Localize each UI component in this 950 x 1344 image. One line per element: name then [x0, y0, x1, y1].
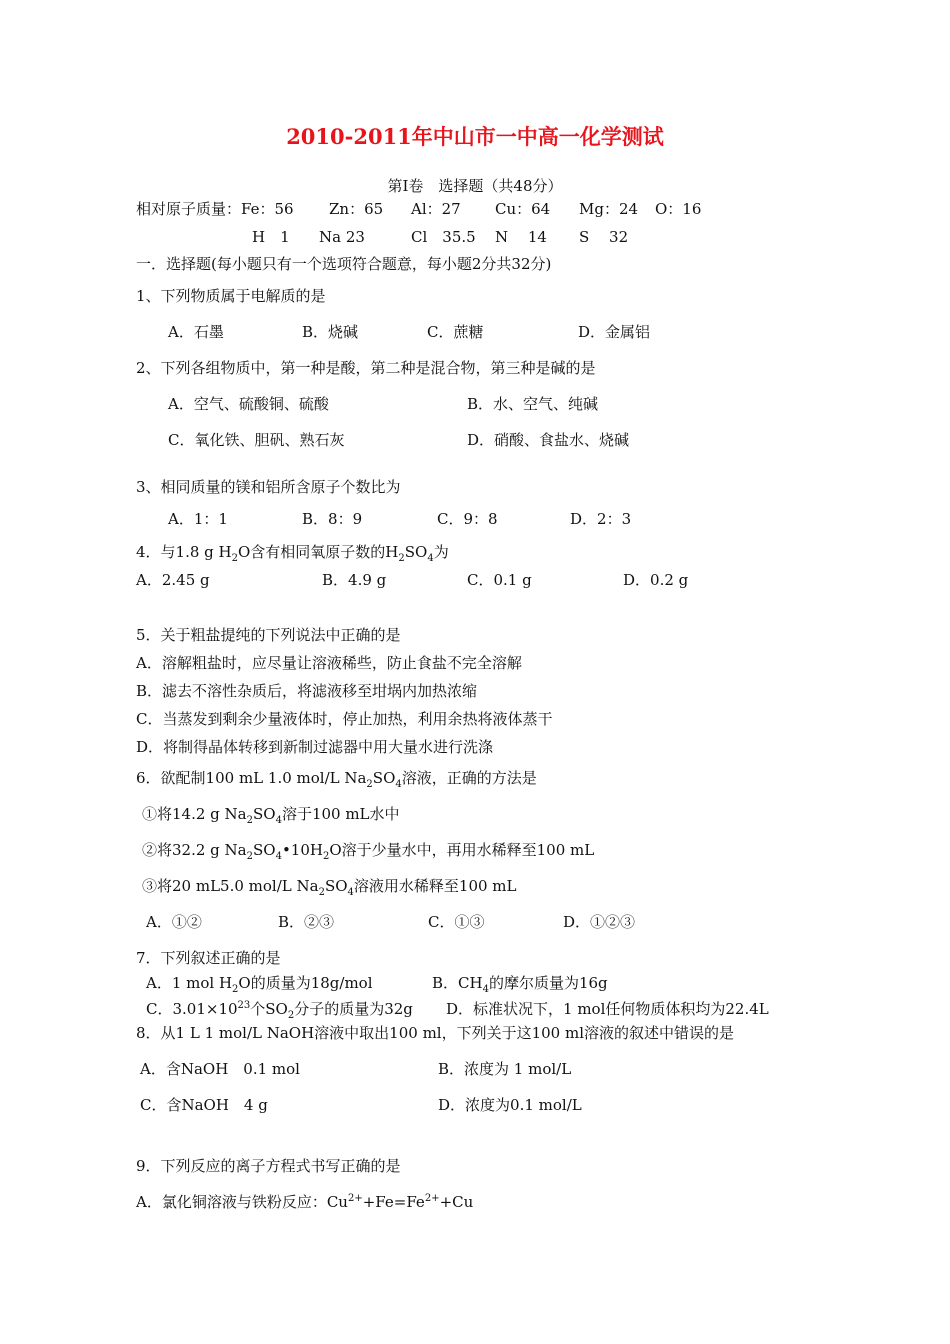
page-title: 2010-2011年中山市一中高一化学测试: [286, 124, 664, 149]
q2-stem: 2、下列各组物质中，第一种是酸，第二种是混合物，第三种是碱的是: [136, 359, 596, 377]
q8-stem: 8．从1 L 1 mol/L NaOH溶液中取出100 ml，下列关于这100 ml溶液的叙述中错误的是: [136, 1024, 735, 1042]
q3-option-d: D．2：3: [570, 510, 632, 528]
part-heading: 一．选择题(每小题只有一个选项符合题意，每小题2分共32分): [136, 255, 552, 273]
q3-option-b: B．8：9: [302, 510, 363, 528]
atomic-mass-cu: Cu：64: [495, 200, 551, 218]
atomic-mass-h: H 1: [252, 228, 290, 246]
atomic-mass-na: Na 23: [319, 228, 365, 246]
q2-option-d: D．硝酸、食盐水、烧碱: [467, 431, 630, 449]
q6-item-2: ②将32.2 g $Na_2SO_4•10H_2O$溶于少量水中，再用水稀释至100 mL: [142, 841, 595, 862]
atomic-mass-n: N 14: [495, 228, 547, 246]
q4-option-c: C．0.1 g: [467, 571, 532, 589]
atomic-mass-cl: Cl 35.5: [411, 228, 476, 246]
q7-stem: 7．下列叙述正确的是: [136, 949, 281, 967]
q1-option-a: A．石墨: [168, 323, 224, 341]
q7-option-a: A．1 mol $H_2O$的质量为18g/mol: [146, 974, 373, 995]
q4-stem: 4．与1.8 g $H_2O$含有相同氧原子数的$H_2SO_4$为: [136, 543, 449, 564]
q3-option-a: A．1：1: [168, 510, 228, 528]
q2-option-c: C．氧化铁、胆矾、熟石灰: [168, 431, 345, 449]
q6-option-c: C．①③: [428, 913, 485, 931]
q1-option-d: D．金属铝: [578, 323, 651, 341]
q8-option-c: C．含NaOH 4 g: [140, 1096, 268, 1114]
q4-option-b: B．4.9 g: [322, 571, 387, 589]
q6-stem: 6．欲配制100 mL 1.0 mol/L $Na_2SO_4$溶液，正确的方法是: [136, 769, 537, 790]
q8-option-b: B．浓度为 1 mol/L: [438, 1060, 572, 1078]
q1-option-c: C．蔗糖: [427, 323, 484, 341]
q5-option-d: D．将制得晶体转移到新制过滤器中用大量水进行洗涤: [136, 738, 494, 756]
atomic-mass-mg: Mg：24: [579, 200, 639, 218]
q6-option-a: A．①②: [146, 913, 202, 931]
section-heading: 第Ⅰ卷 选择题（共48分）: [387, 177, 563, 195]
q2-option-b: B．水、空气、纯碱: [467, 395, 599, 413]
q6-option-b: B．②③: [278, 913, 335, 931]
q7-option-d: D．标准状况下，1 mol任何物质体积均为22.4L: [446, 1000, 769, 1018]
atomic-mass-fe: 相对原子质量：Fe：56: [136, 200, 294, 218]
q5-option-c: C．当蒸发到剩余少量液体时，停止加热，利用余热将液体蒸干: [136, 710, 553, 728]
q9-stem: 9．下列反应的离子方程式书写正确的是: [136, 1157, 401, 1175]
q6-item-3: ③将20 mL5.0 mol/L $Na_2SO_4$溶液用水稀释至100 mL: [142, 877, 517, 898]
q3-stem: 3、相同质量的镁和铝所含原子个数比为: [136, 478, 401, 496]
atomic-mass-s: S 32: [579, 228, 629, 246]
q4-option-d: D．0.2 g: [623, 571, 689, 589]
q9-option-a: A．氯化铜溶液与铁粉反应：$Cu^{2+}+Fe=Fe^{2+}+Cu$: [136, 1193, 474, 1211]
q1-stem: 1、下列物质属于电解质的是: [136, 287, 326, 305]
q3-option-c: C．9：8: [437, 510, 498, 528]
q8-option-a: A．含NaOH 0.1 mol: [140, 1060, 300, 1078]
atomic-mass-zn: Zn：65: [329, 200, 384, 218]
q6-item-1: ①将14.2 g $Na_2SO_4$溶于100 mL水中: [142, 805, 400, 826]
q5-stem: 5．关于粗盐提纯的下列说法中正确的是: [136, 626, 401, 644]
atomic-mass-al: Al：27: [411, 200, 461, 218]
q1-option-b: B．烧碱: [302, 323, 359, 341]
q2-option-a: A．空气、硫酸铜、硫酸: [168, 395, 329, 413]
q5-option-b: B．滤去不溶性杂质后，将滤液移至坩埚内加热浓缩: [136, 682, 478, 700]
q5-option-a: A．溶解粗盐时，应尽量让溶液稀些，防止食盐不完全溶解: [136, 654, 522, 672]
q8-option-d: D．浓度为0.1 mol/L: [438, 1096, 582, 1114]
q7-option-c: C．$3.01\times 10^{23}$个$SO_2$分子的质量为32g: [146, 1000, 413, 1021]
q6-option-d: D．①②③: [563, 913, 636, 931]
atomic-mass-o: O：16: [655, 200, 702, 218]
q4-option-a: A．2.45 g: [136, 571, 210, 589]
q7-option-b: B．$CH_4$的摩尔质量为16g: [432, 974, 608, 995]
